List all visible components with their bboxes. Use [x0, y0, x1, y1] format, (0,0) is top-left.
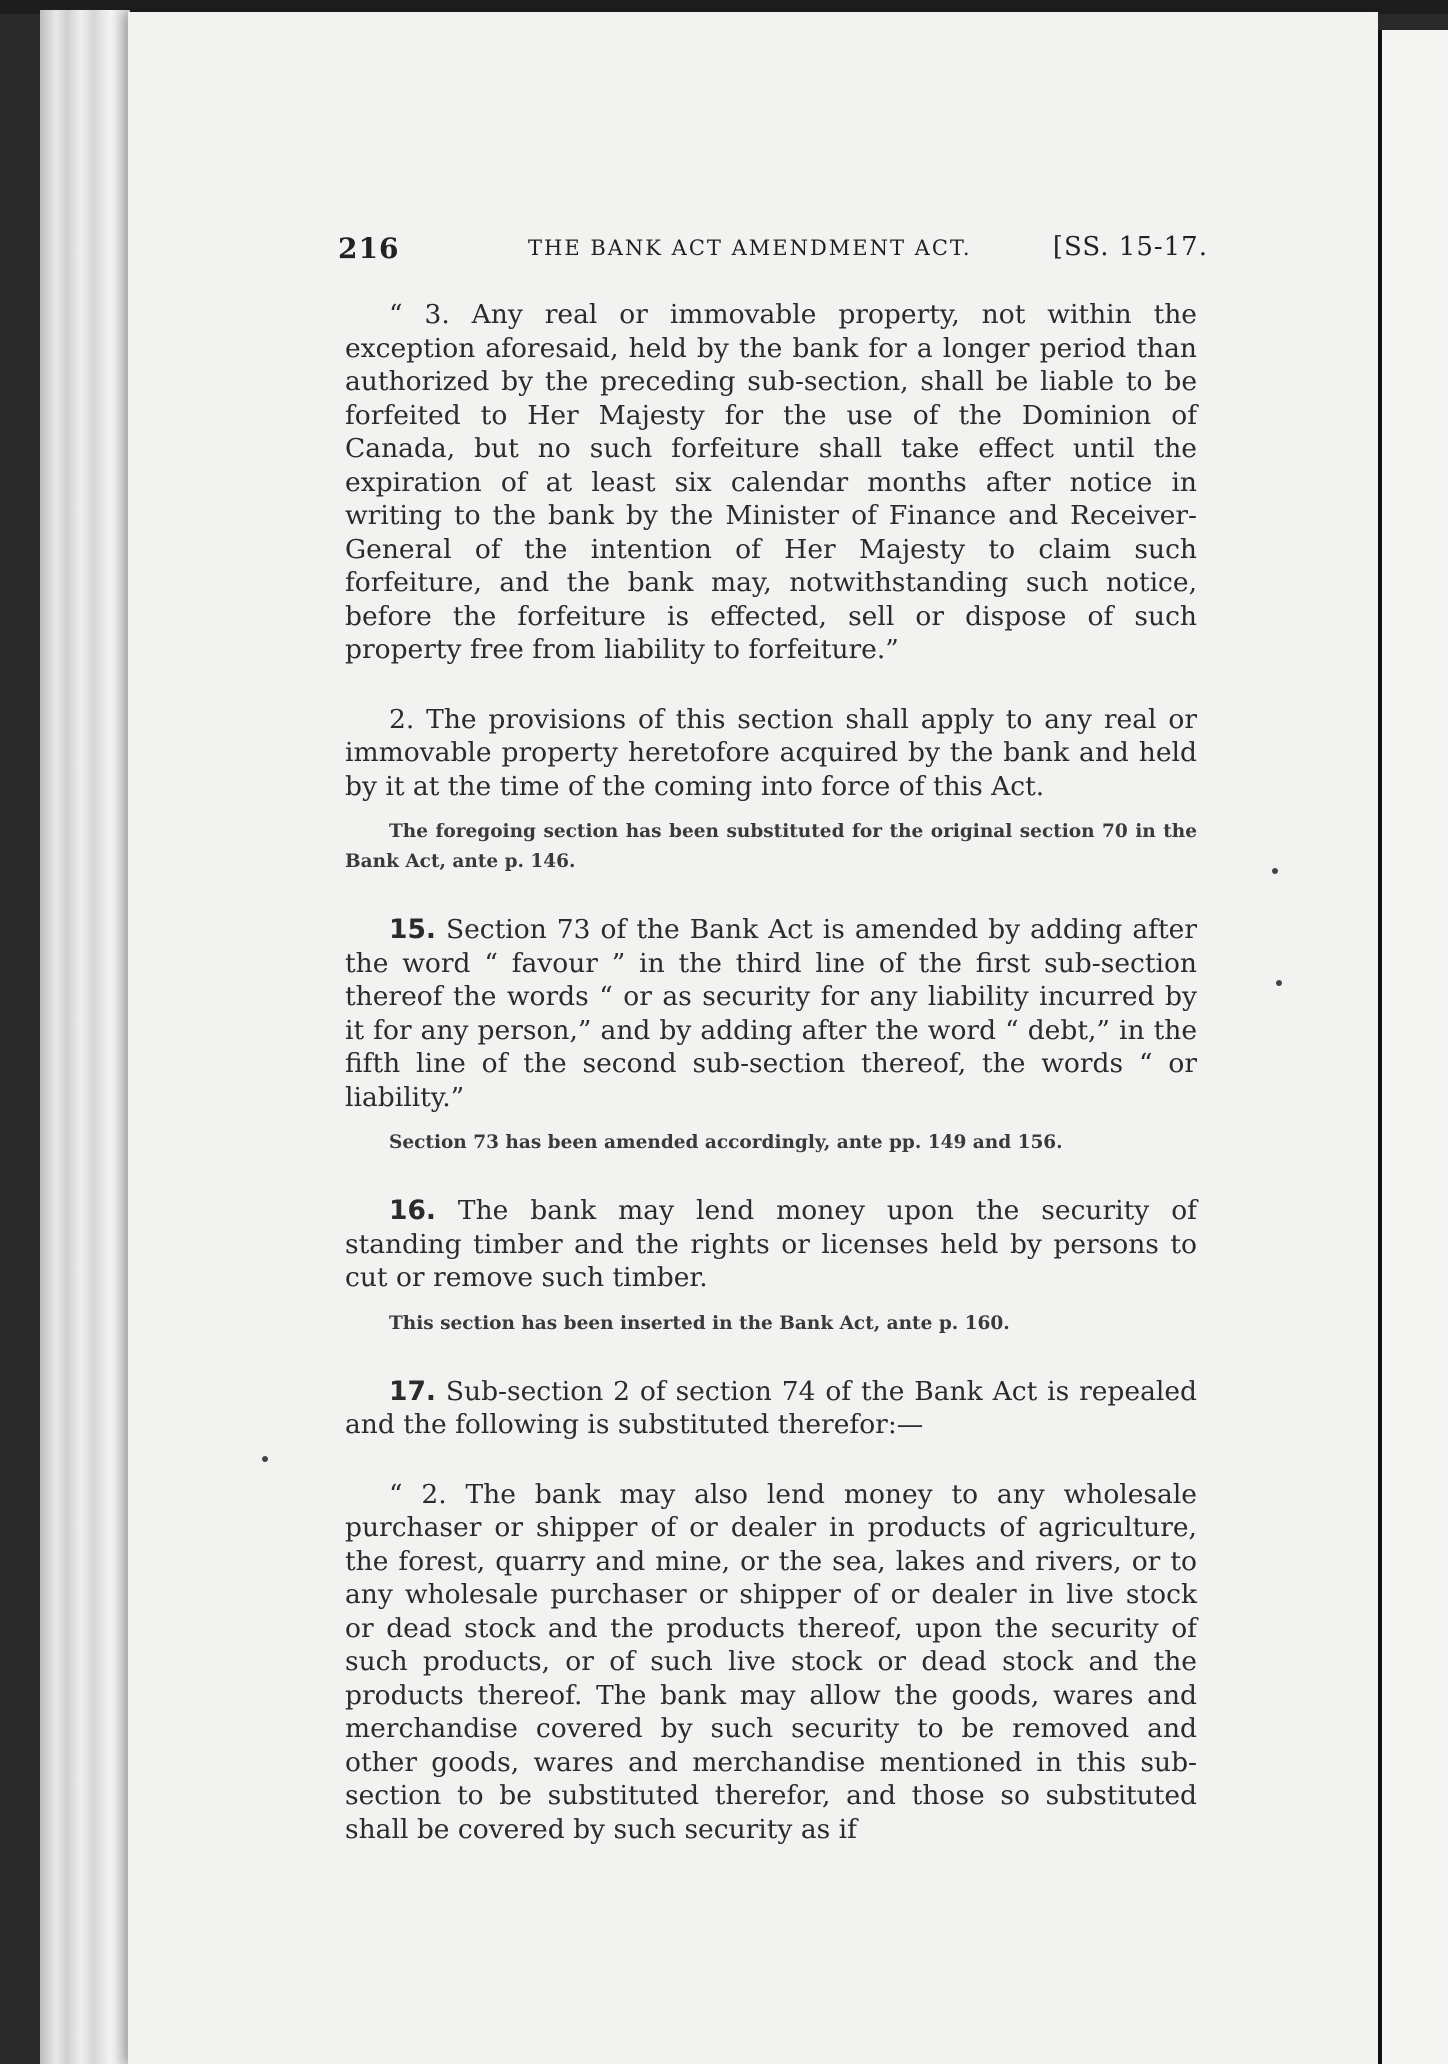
- page-body: [345, 298, 1197, 1846]
- section-17: [345, 1375, 1197, 1442]
- section-16-number: 16.: [389, 1195, 436, 1226]
- paragraph-subsection-2: 2. The provisions of this section shall apply to any real or immovable property heretofore acquired by the bank and held by it at the time of the coming into force of this Act.: [345, 703, 1197, 802]
- facing-page-edge: [1378, 30, 1448, 2064]
- running-title: THE BANK ACT AMENDMENT ACT.: [528, 236, 972, 260]
- section-15: [345, 913, 1197, 1114]
- editorial-note-3: This section has been inserted in the Bank Act, ante p. 160.: [389, 1312, 1010, 1334]
- paragraph-subsection-3: “ 3. Any real or immovable property, not within the exception aforesaid, held by the bank for a longer period than authorized by the preceding sub-section, shall be liable to be forfeited to Her Majesty for the use of the Dominion of Canada, but no such forfeiture shall take effect until the expiration of at least six calendar months after notice in writing to the bank by the Minister of Finance and Receiver-General of the intention of Her Majesty to claim such forfeiture, and the bank may, notwithstanding such notice, before the forfeiture is effected, sell or dispose of such property free from liability to forfeiture.”: [345, 299, 1197, 665]
- section-16: [345, 1194, 1197, 1295]
- section-16-text: The bank may lend money upon the security of standing timber and the rights or licenses held by persons to cut or remove such timber.: [345, 1195, 1197, 1293]
- section-17-number: 17.: [389, 1375, 436, 1407]
- scan-speck: [1276, 980, 1282, 986]
- scan-speck: [262, 1456, 268, 1462]
- page-number: 216: [338, 232, 400, 265]
- editorial-note-1: The foregoing section has been substituted for the original section 70 in the Bank Act, ante p. 146.: [345, 821, 1197, 872]
- section-range: [SS. 15-17.: [1052, 232, 1208, 262]
- running-header: [338, 232, 1208, 272]
- editorial-note-2: Section 73 has been amended accordingly, ante pp. 149 and 156.: [389, 1132, 1063, 1153]
- book-leaf-edges: [40, 10, 130, 2064]
- scan-speck: [1272, 868, 1278, 874]
- section-15-text: Section 73 of the Bank Act is amended by adding after the word “ favour ” in the third line of the first sub-section thereof the words “ or as security for any liability incurred by it for any person,” and by adding after the word “ debt,” in the fifth line of the second sub-section thereof, the words “ or liability.”: [345, 914, 1197, 1113]
- paragraph-quoted-subsection-2: “ 2. The bank may also lend money to any wholesale purchaser or shipper of or dealer in products of agriculture, the forest, quarry and mine, or the sea, lakes and rivers, or to any wholesale purchaser or shipper of or dealer in live stock or dead stock and the products thereof, upon the security of such products, or of such live stock or dead stock and the products thereof. The bank may allow the goods, wares and merchandise covered by such security to be removed and other goods, wares and merchandise mentioned in this sub-section to be substituted therefor, and those so substituted shall be covered by such security as if: [345, 1478, 1197, 1845]
- section-15-number: 15.: [389, 914, 436, 945]
- section-17-text: Sub-section 2 of section 74 of the Bank Act is repealed and the following is substituted therefor:—: [345, 1375, 1197, 1440]
